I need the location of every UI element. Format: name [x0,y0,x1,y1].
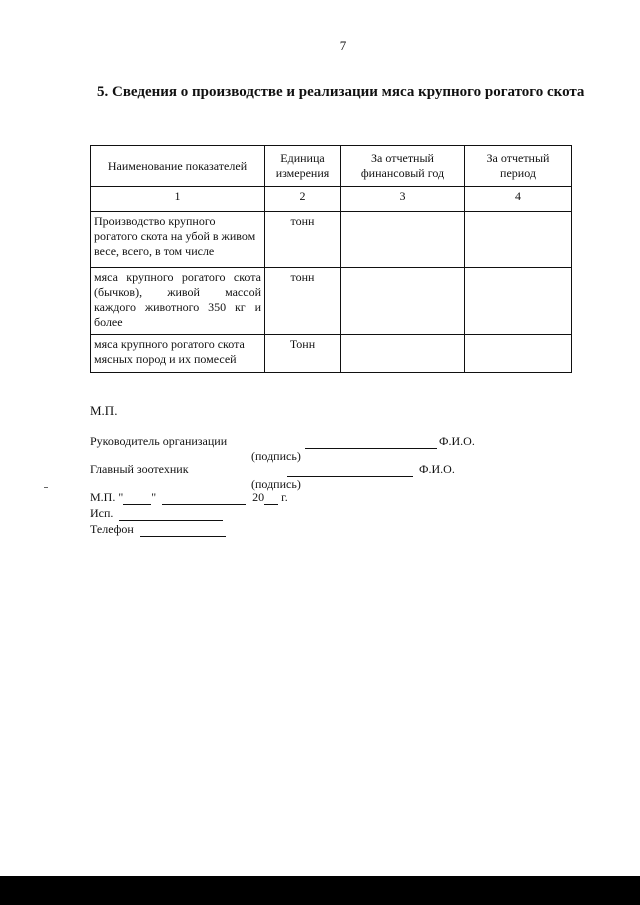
table-row [91,335,572,373]
year-field[interactable] [264,492,278,505]
phone-label: Телефон [90,522,134,536]
zootechnician-label: Главный зоотехник [90,462,189,476]
date-prefix: М.П. " [90,490,124,504]
reporting-period-cell[interactable] [465,335,572,373]
executor-line [90,506,223,521]
header-unit: Единица измерения [265,146,341,187]
phone-field[interactable] [140,524,226,537]
column-number-row [91,187,572,212]
head-label: Руководитель организации [90,434,228,448]
financial-year-cell[interactable] [341,212,465,268]
head-signature-line[interactable] [305,434,437,449]
day-field[interactable] [123,492,151,505]
unit-cell: Тонн [265,335,341,373]
unit-cell: тонн [265,212,341,268]
scan-mark [44,487,48,488]
signature-caption: (подпись) [251,477,301,491]
section-title: 5. Сведения о производстве и реализации мяса крупного рогатого скота [97,84,585,100]
zootechnician-signature-line[interactable] [287,462,413,477]
phone-line [90,522,226,537]
reporting-period-cell[interactable] [465,268,572,335]
data-table [90,145,572,373]
month-field[interactable] [162,492,246,505]
column-number: 2 [265,187,341,212]
date-suffix: г. [278,490,288,504]
executor-label: Исп. [90,506,114,520]
table-row [91,268,572,335]
column-number: 3 [341,187,465,212]
financial-year-cell[interactable] [341,335,465,373]
signature-caption: (подпись) [251,449,301,463]
date-line [90,490,288,505]
stamp-label: М.П. [90,403,118,418]
date-quote: " [151,490,157,504]
indicator-name: мяса крупного рогатого скота мясных пород и их помесей [91,335,265,373]
scan-border [0,876,640,905]
table-header-row [91,146,572,187]
indicator-name: мяса крупного рогатого скота (бычков), живой массой каждого животного 350 кг и более [91,268,265,335]
zootechnician-fio: Ф.И.О. [419,462,455,476]
year-prefix: 20 [252,490,265,504]
reporting-period-cell[interactable] [465,212,572,268]
column-number: 1 [91,187,265,212]
header-indicator-name: Наименование показателей [91,146,265,187]
header-financial-year: За отчетный финансовый год [341,146,465,187]
indicator-name: Производство крупного рогатого скота на убой в живом весе, всего, в том числе [91,212,265,268]
executor-field[interactable] [119,508,223,521]
table-row [91,212,572,268]
unit-cell: тонн [265,268,341,335]
head-fio: Ф.И.О. [439,434,475,448]
page-number: 7 [339,38,347,53]
column-number: 4 [465,187,572,212]
header-reporting-period: За отчетный период [465,146,572,187]
financial-year-cell[interactable] [341,268,465,335]
